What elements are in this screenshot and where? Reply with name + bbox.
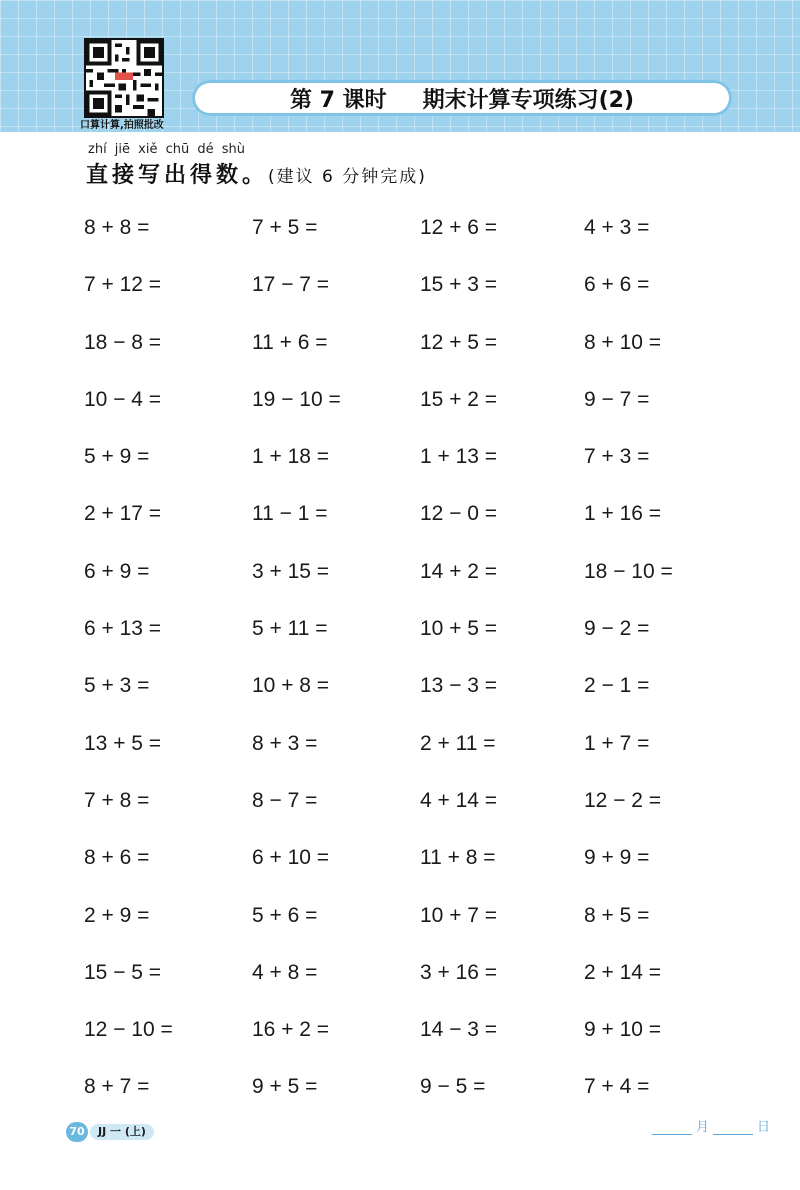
problem-item: 8 − 7 = bbox=[252, 788, 318, 812]
problem-item: 5 + 6 = bbox=[252, 903, 318, 927]
problem-item: 4 + 3 = bbox=[584, 216, 650, 239]
problem-item: 18 − 10 = bbox=[584, 559, 673, 583]
book-label: JJ 一 (上) bbox=[90, 1124, 154, 1140]
problem-item: 13 + 5 = bbox=[84, 731, 162, 755]
problem-item: 6 + 10 = bbox=[252, 846, 330, 870]
problem-item: 12 − 0 = bbox=[420, 502, 498, 526]
problem-grid bbox=[84, 208, 744, 1125]
problem-item: 13 − 3 = bbox=[420, 674, 498, 698]
qr-caption: 口算计算,拍照批改 bbox=[80, 120, 164, 131]
problem-item: 1 + 13 = bbox=[420, 445, 498, 469]
problem-item: 6 + 6 = bbox=[584, 273, 650, 297]
problem-item: 8 + 5 = bbox=[584, 903, 650, 927]
problem-item: 7 + 3 = bbox=[584, 445, 650, 469]
problem-item: 17 − 7 = bbox=[252, 273, 330, 297]
month-label: 月 bbox=[696, 1120, 710, 1135]
problem-item: 11 − 1 = bbox=[252, 502, 328, 526]
instruction-hint: (建议 6 分钟完成) bbox=[268, 167, 427, 187]
problem-item: 9 + 5 = bbox=[252, 1075, 318, 1099]
month-blank[interactable] bbox=[652, 1120, 692, 1135]
problem-item: 5 + 3 = bbox=[84, 674, 150, 698]
problem-item: 8 + 10 = bbox=[584, 330, 662, 354]
page-tag bbox=[66, 1122, 154, 1142]
problem-item: 2 − 1 = bbox=[584, 674, 650, 698]
problem-item: 12 − 2 = bbox=[584, 788, 662, 812]
problem-item: 15 − 5 = bbox=[84, 960, 162, 984]
problem-item: 3 + 16 = bbox=[420, 960, 498, 984]
day-label: 日 bbox=[757, 1120, 771, 1135]
problem-item: 11 + 6 = bbox=[252, 330, 328, 354]
problem-item: 7 + 12 = bbox=[84, 273, 162, 297]
problem-item: 4 + 14 = bbox=[420, 788, 498, 812]
problem-item: 7 + 8 = bbox=[84, 788, 150, 812]
problem-item: 8 + 3 = bbox=[252, 731, 318, 755]
problem-item: 15 + 2 = bbox=[420, 387, 498, 411]
problem-item: 9 − 5 = bbox=[420, 1075, 486, 1099]
problem-item: 14 − 3 = bbox=[420, 1018, 498, 1042]
problem-item: 7 + 4 = bbox=[584, 1075, 650, 1099]
problem-item: 12 + 6 = bbox=[420, 216, 498, 239]
problem-item: 7 + 5 = bbox=[252, 216, 318, 239]
problem-item: 9 − 7 = bbox=[584, 387, 650, 411]
problem-item: 10 − 4 = bbox=[84, 387, 162, 411]
problem-item: 2 + 14 = bbox=[584, 960, 662, 984]
problem-item: 10 + 7 = bbox=[420, 903, 498, 927]
problem-item: 9 + 9 = bbox=[584, 846, 650, 870]
problem-item: 12 − 10 = bbox=[84, 1018, 173, 1042]
problem-item: 5 + 11 = bbox=[252, 617, 328, 641]
problem-item: 9 + 10 = bbox=[584, 1018, 662, 1042]
date-area bbox=[652, 1116, 774, 1135]
problem-item: 12 + 5 = bbox=[420, 330, 498, 354]
problem-item: 1 + 16 = bbox=[584, 502, 662, 526]
day-blank[interactable] bbox=[713, 1120, 753, 1135]
title-text: 期末计算专项练习(2) bbox=[422, 87, 635, 113]
problem-item: 1 + 7 = bbox=[584, 731, 650, 755]
problem-item: 10 + 5 = bbox=[420, 617, 498, 641]
instruction-text: 直接写出得数。 bbox=[86, 163, 269, 188]
problem-item: 4 + 8 = bbox=[252, 960, 318, 984]
problem-item: 10 + 8 = bbox=[252, 674, 330, 698]
page-title bbox=[192, 80, 732, 116]
problem-item: 6 + 13 = bbox=[84, 617, 162, 641]
problem-item: 6 + 9 = bbox=[84, 559, 150, 583]
problem-item: 2 + 11 = bbox=[420, 731, 496, 755]
problem-item: 15 + 3 = bbox=[420, 273, 498, 297]
problem-item: 8 + 6 = bbox=[84, 846, 150, 870]
page-number: 70 bbox=[66, 1122, 88, 1142]
problem-item: 2 + 17 = bbox=[84, 502, 162, 526]
problem-item: 1 + 18 = bbox=[252, 445, 330, 469]
problem-item: 2 + 9 = bbox=[84, 903, 150, 927]
instruction bbox=[86, 158, 427, 189]
problem-item: 3 + 15 = bbox=[252, 559, 330, 583]
problem-item: 8 + 7 = bbox=[84, 1075, 150, 1099]
problem-item: 19 − 10 = bbox=[252, 387, 341, 411]
problem-item: 18 − 8 = bbox=[84, 330, 162, 354]
instruction-pinyin: zhí jiē xiě chū dé shù bbox=[88, 142, 245, 157]
problem-item: 16 + 2 = bbox=[252, 1018, 330, 1042]
problem-item: 14 + 2 = bbox=[420, 559, 498, 583]
qr-code-icon bbox=[84, 38, 164, 118]
problem-item: 9 − 2 = bbox=[584, 617, 650, 641]
lesson-label: 第 7 课时 bbox=[289, 87, 387, 113]
problem-item: 5 + 9 = bbox=[84, 445, 150, 469]
problem-item: 8 + 8 = bbox=[84, 216, 150, 239]
problem-item: 11 + 8 = bbox=[420, 846, 496, 870]
